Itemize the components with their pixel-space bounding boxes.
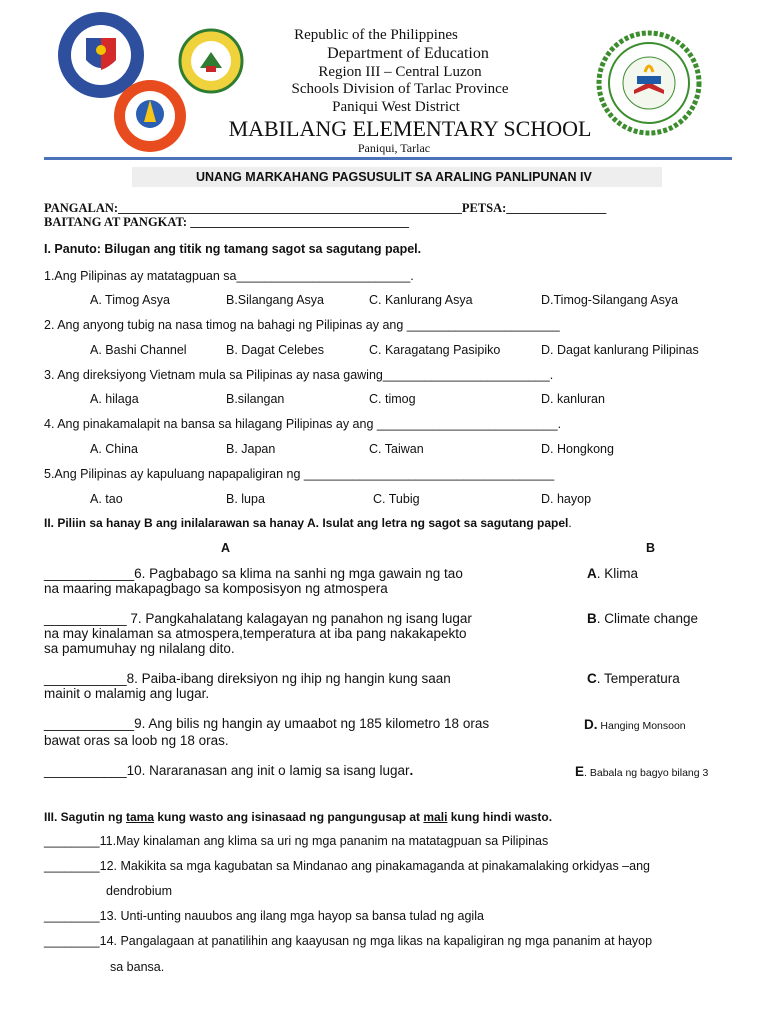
match-item-9-line1: ____________9. Ang bilis ng hangin ay umaabot ng 185 kilometro 18 oras [44,716,490,731]
q1-option-a: A. Timog Asya [90,293,170,307]
tama-mali-item-14: ________14. Pangalagaan at panatilihin ang kaayusan ng mga likas na kapaligiran ng mga pananim at hayop [44,934,653,948]
part2-instruction-text: II. Piliin sa hanay B ang inilalarawan sa hanay A. Isulat ang letra ng sagot sa sagutang papel [44,516,569,530]
q4-option-c: C. Taiwan [369,442,424,456]
header-republic: Republic of the Philippines [294,27,458,43]
choice-d-letter: D. [584,717,598,732]
match-item-8-line1: ___________8. Paiba-ibang direksiyon ng ihip ng hangin kung saan [44,671,451,686]
q5-option-b: B. lupa [226,492,265,506]
name-field[interactable]: _______________________________________________________ [118,201,462,215]
part3-instruction [44,810,552,824]
match-item-6-line2: na maaring makapagbago sa komposisyon ng atmospera [44,581,388,596]
column-a-heading: A [221,541,231,555]
part2-instruction [44,516,572,530]
q4-option-b: B. Japan [226,442,276,456]
q1-option-d: D.Timog-Silangang Asya [541,293,679,307]
match-item-7-line2: na may kinalaman sa atmospera,temperatura at iba pang nakakapekto [44,626,467,641]
part3-tama: tama [126,810,155,824]
name-row [44,201,606,216]
q1-option-b: B.Silangang Asya [226,293,324,307]
exam-title: UNANG MARKAHANG PAGSUSULIT SA ARALING PANLIPUNAN IV [196,170,592,184]
q3-option-b: B.silangan [226,392,285,406]
q3-option-c: C. timog [369,392,416,406]
match-item-10-period: . [409,763,414,778]
match-item-7-line3: sa pamumuhay ng nilalang dito. [44,641,235,656]
q3-option-a: A. hilaga [90,392,139,406]
header-division: Schools Division of Tarlac Province [291,81,509,97]
q4-option-a: A. China [90,442,138,456]
tama-mali-item-14-cont: sa bansa. [110,960,165,974]
school-name: MABILANG ELEMENTARY SCHOOL [228,116,592,141]
choice-c [587,671,680,686]
tama-mali-item-13: ________13. Unti-unting nauubos ang ilang mga hayop sa bansa tulad ng agila [44,909,484,923]
q5-option-a: A. tao [90,492,123,506]
q5-option-d: D. hayop [541,492,592,506]
date-field[interactable]: ________________ [506,201,607,215]
choice-e-letter: E [575,764,585,779]
q5-option-c: C. Tubig [373,492,420,506]
choice-e-text: . Babala ng bagyo bilang 3 [584,767,709,779]
header-divider [44,157,732,160]
q2-option-a: A. Bashi Channel [90,343,187,357]
question-4: 4. Ang pinakamalapit na bansa sa hilagang Pilipinas ay ang __________________________. [44,417,562,431]
match-item-10-text: ___________10. Nararanasan ang init o lamig sa isang lugar [44,763,410,778]
part3-instruction-start: III. Sagutin ng [44,810,126,824]
header-department: Department of Education [327,45,489,62]
name-label: PANGALAN: [44,201,119,215]
choice-c-letter: C [587,671,597,686]
header-region: Region III – Central Luzon [318,64,482,80]
question-1: 1.Ang Pilipinas ay matatagpuan sa_________________________. [44,269,414,283]
q1-option-c: C. Kanlurang Asya [369,293,473,307]
choice-b-text: . Climate change [596,611,699,626]
tama-mali-item-12-cont: dendrobium [106,884,173,898]
school-town: Paniqui, Tarlac [357,141,431,155]
question-5: 5.Ang Pilipinas ay kapuluang napapaligiran ng ____________________________________ [44,467,555,481]
choice-a-letter: A [587,566,597,581]
choice-c-text: . Temperatura [596,671,680,686]
header-district: Paniqui West District [332,99,460,115]
part1-instruction: I. Panuto: Bilugan ang titik ng tamang sagot sa sagutang papel. [44,242,422,256]
choice-a-text: . Klima [596,566,639,581]
q2-option-c: C. Karagatang Pasipiko [369,343,501,357]
q3-option-d: D. kanluran [541,392,605,406]
part3-instruction-middle: kung wasto ang isinasaad ng pangungusap at [154,810,424,824]
date-label: PETSA: [461,201,507,215]
match-item-9-line2: bawat oras sa loob ng 18 oras. [44,733,229,748]
choice-e [575,763,708,781]
q2-option-b: B. Dagat Celebes [226,343,324,357]
choice-d-text: Hanging Monsoon [597,720,686,732]
part3-mali: mali [423,810,448,824]
match-item-7-line1: ___________ 7. Pangkahalatang kalagayan ng panahon ng isang lugar [44,611,472,626]
grade-row [44,215,409,230]
question-3: 3. Ang direksiyong Vietnam mula sa Pilipinas ay nasa gawing________________________. [44,368,554,382]
choice-b-letter: B [587,611,597,626]
q2-option-d: D. Dagat kanlurang Pilipinas [541,343,699,357]
match-item-10-line1 [44,763,413,778]
grade-field[interactable]: ___________________________________ [190,215,409,229]
match-item-8-line2: mainit o malamig ang lugar. [44,686,210,701]
column-b-heading: B [646,541,656,555]
choice-a [587,566,638,581]
choice-b [587,611,698,626]
grade-label: BAITANG AT PANGKAT: [44,215,188,229]
part2-instruction-period: . [568,516,572,530]
tama-mali-item-12: ________12. Makikita sa mga kagubatan sa Mindanao ang pinakamaganda at pinakamalaking orkidyas –ang [44,859,650,873]
part3-instruction-end: kung hindi wasto. [447,810,553,824]
match-item-6-line1: ____________6. Pagbabago sa klima na sanhi ng mga gawain ng tao [44,566,463,581]
q4-option-d: D. Hongkong [541,442,614,456]
choice-d [584,716,686,734]
question-2: 2. Ang anyong tubig na nasa timog na bahagi ng Pilipinas ay ang ______________________ [44,318,560,332]
tama-mali-item-11: ________11.May kinalaman ang klima sa uri ng mga pananim na matatagpuan sa Pilipinas [44,834,549,848]
